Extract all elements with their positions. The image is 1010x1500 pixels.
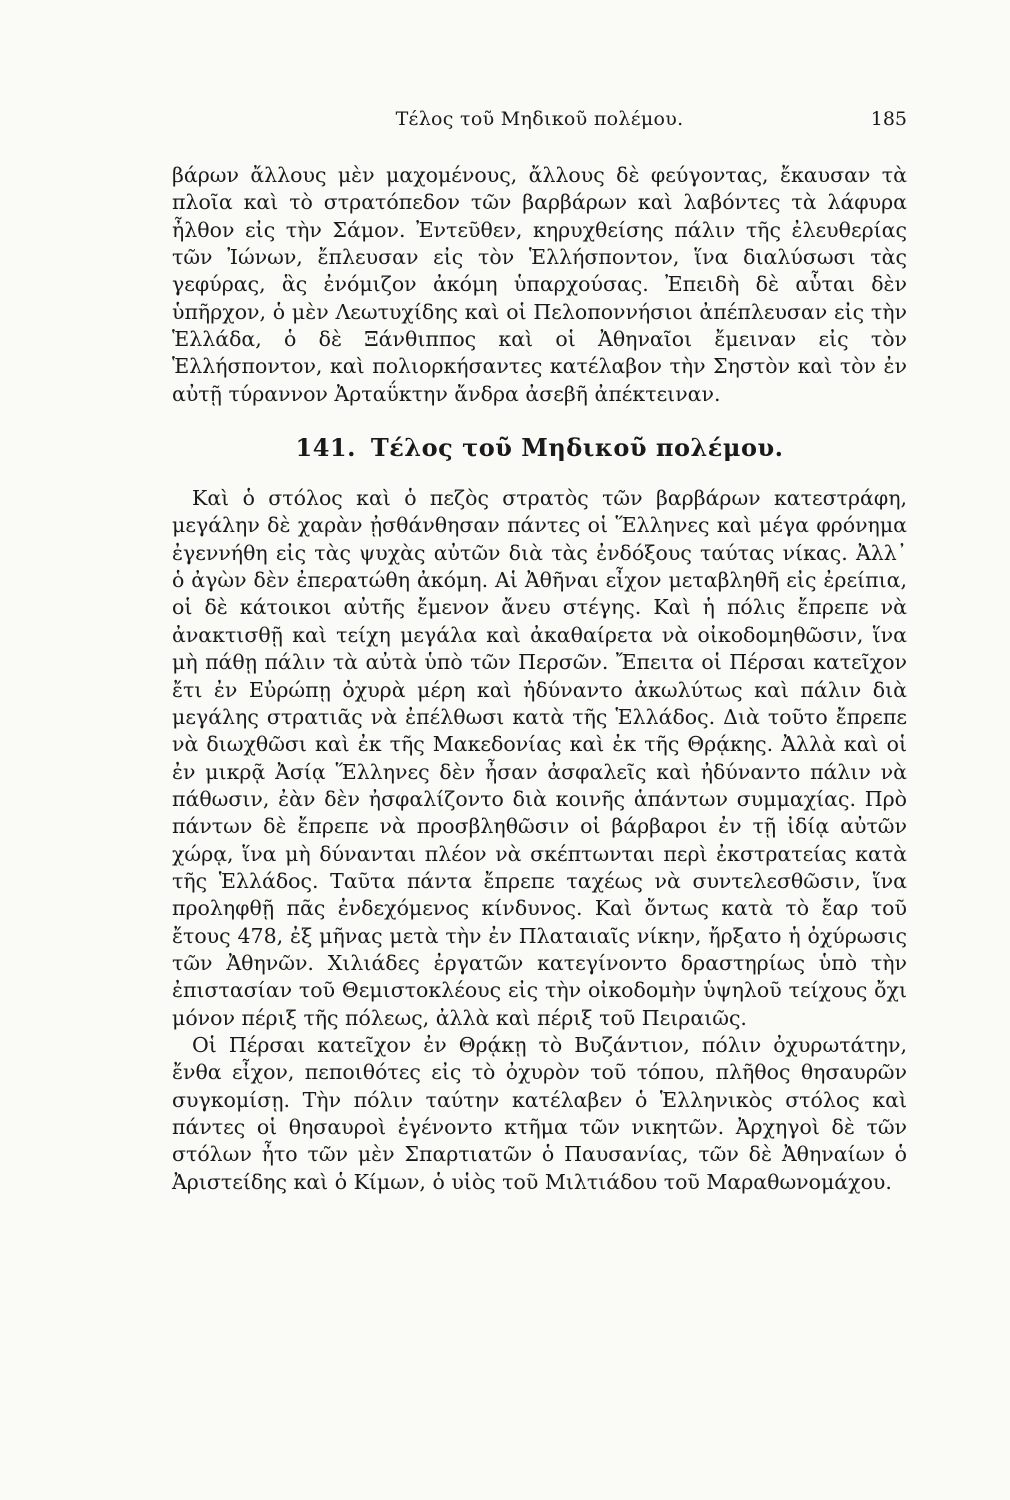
body-text xyxy=(172,162,907,1196)
paragraph-continuation: βάρων ἄλλους μὲν μαχομένους, ἄλλους δὲ φεύγοντας, ἔκαυσαν τὰ πλοῖα καὶ τὸ στρατόπεδον τῶν βαρβάρων καὶ λαβόντες τὰ λάφυρα ἦλθον εἰς τὴν Σάμον. Ἐντεῦθεν, κηρυχθείσης πάλιν τῆς ἐλευθερίας τῶν Ἰώνων, ἔπλευσαν εἰς τὸν Ἑλλήσποντον, ἵνα διαλύσωσι τὰς γεφύρας, ἃς ἐνόμιζον ἀκόμη ὑπαρχούσας. Ἐπειδὴ δὲ αὗται δὲν ὑπῆρχον, ὁ μὲν Λεωτυχίδης καὶ οἱ Πελοποννήσιοι ἀπέπλευσαν εἰς τὴν Ἑλλάδα, ὁ δὲ Ξάνθιππος καὶ οἱ Ἀθηναῖοι ἔμειναν εἰς τὸν Ἑλλήσποντον, καὶ πολιορκήσαντες κατέλαβον τὴν Σηστὸν καὶ τὸν ἐν αὐτῇ τύραννον Ἀρταΰκτην ἄνδρα ἀσεβῆ ἀπέκτειναν. xyxy=(172,163,907,406)
section-heading xyxy=(172,433,907,463)
running-title: Τέλος τοῦ Μηδικοῦ πολέμου. xyxy=(395,108,684,130)
section-number: 141. xyxy=(295,433,356,463)
section-title: Τέλος τοῦ Μηδικοῦ πολέμου. xyxy=(370,433,784,463)
running-head xyxy=(172,108,907,138)
paragraph-main: Καὶ ὁ στόλος καὶ ὁ πεζὸς στρατὸς τῶν βαρβάρων κατεστράφη, μεγάλην δὲ χαρὰν ᾐσθάνθησαν πάντες οἱ Ἕλληνες καὶ μέγα φρόνημα ἐγεννήθη εἰς τὰς ψυχὰς αὐτῶν διὰ τὰς ἐνδόξους ταύτας νίκας. Ἀλλ᾽ ὁ ἀγὼν δὲν ἐπερατώθη ἀκόμη. Αἱ Ἀθῆναι εἶχον μεταβληθῆ εἰς ἐρείπια, οἱ δὲ κάτοικοι αὐτῆς ἔμενον ἄνευ στέγης. Καὶ ἡ πόλις ἔπρεπε νὰ ἀνακτισθῇ καὶ τείχη μεγάλα καὶ ἀκαθαίρετα νὰ οἰκοδομηθῶσιν, ἵνα μὴ πάθῃ πάλιν τὰ αὐτὰ ὑπὸ τῶν Περσῶν. Ἔπειτα οἱ Πέρσαι κατεῖχον ἔτι ἐν Εὐρώπῃ ὀχυρὰ μέρη καὶ ἠδύναντο ἀκωλύτως καὶ πάλιν διὰ μεγάλης στρατιᾶς νὰ ἐπέλθωσι κατὰ τῆς Ἑλλάδος. Διὰ τοῦτο ἔπρεπε νὰ διωχθῶσι καὶ ἐκ τῆς Μακεδονίας καὶ ἐκ τῆς Θρᾴκης. Ἀλλὰ καὶ οἱ ἐν μικρᾷ Ἀσίᾳ Ἕλληνες δὲν ἦσαν ἀσφαλεῖς καὶ ἠδύναντο πάλιν νὰ πάθωσιν, ἐὰν δὲν ἠσφαλίζοντο διὰ κοινῆς ἁπάντων συμμαχίας. Πρὸ πάντων δὲ ἔπρεπε νὰ προσβληθῶσιν οἱ βάρβαροι ἐν τῇ ἰδίᾳ αὐτῶν χώρᾳ, ἵνα μὴ δύνανται πλέον νὰ σκέπτωνται περὶ ἐκστρατείας κατὰ τῆς Ἑλλάδος. Ταῦτα πάντα ἔπρεπε ταχέως νὰ συντελεσθῶσιν, ἵνα προληφθῇ πᾶς ἐνδεχόμενος κίνδυνος. Καὶ ὄντως κατὰ τὸ ἔαρ τοῦ ἔτους 478, ἐξ μῆνας μετὰ τὴν ἐν Πλαταιαῖς νίκην, ἤρξατο ἡ ὀχύρωσις τῶν Ἀθηνῶν. Χιλιάδες ἐργατῶν κατεγίνοντο δραστηρίως ὑπὸ τὴν ἐπιστασίαν τοῦ Θεμιστοκλέους εἰς τὴν οἰκοδομὴν ὑψηλοῦ τείχους ὄχι μόνον πέριξ τῆς πόλεως, ἀλλὰ καὶ πέριξ τοῦ Πειραιῶς. xyxy=(172,486,907,1030)
page-number: 185 xyxy=(870,108,907,130)
paragraph-final: Οἱ Πέρσαι κατεῖχον ἐν Θρᾴκῃ τὸ Βυζάντιον, πόλιν ὀχυρωτάτην, ἔνθα εἶχον, πεποιθότες εἰς τὸ ὀχυρὸν τοῦ τόπου, πλῆθος θησαυρῶν συγκομίσῃ. Τὴν πόλιν ταύτην κατέλαβεν ὁ Ἑλληνικὸς στόλος καὶ πάντες οἱ θησαυροὶ ἐγένοντο κτῆμα τῶν νικητῶν. Ἀρχηγοὶ δὲ τῶν στόλων ἦτο τῶν μὲν Σπαρτιατῶν ὁ Παυσανίας, τῶν δὲ Ἀθηναίων ὁ Ἀριστείδης καὶ ὁ Κίμων, ὁ υἱὸς τοῦ Μιλτιάδου τοῦ Μαραθωνομάχου. xyxy=(172,1032,907,1194)
